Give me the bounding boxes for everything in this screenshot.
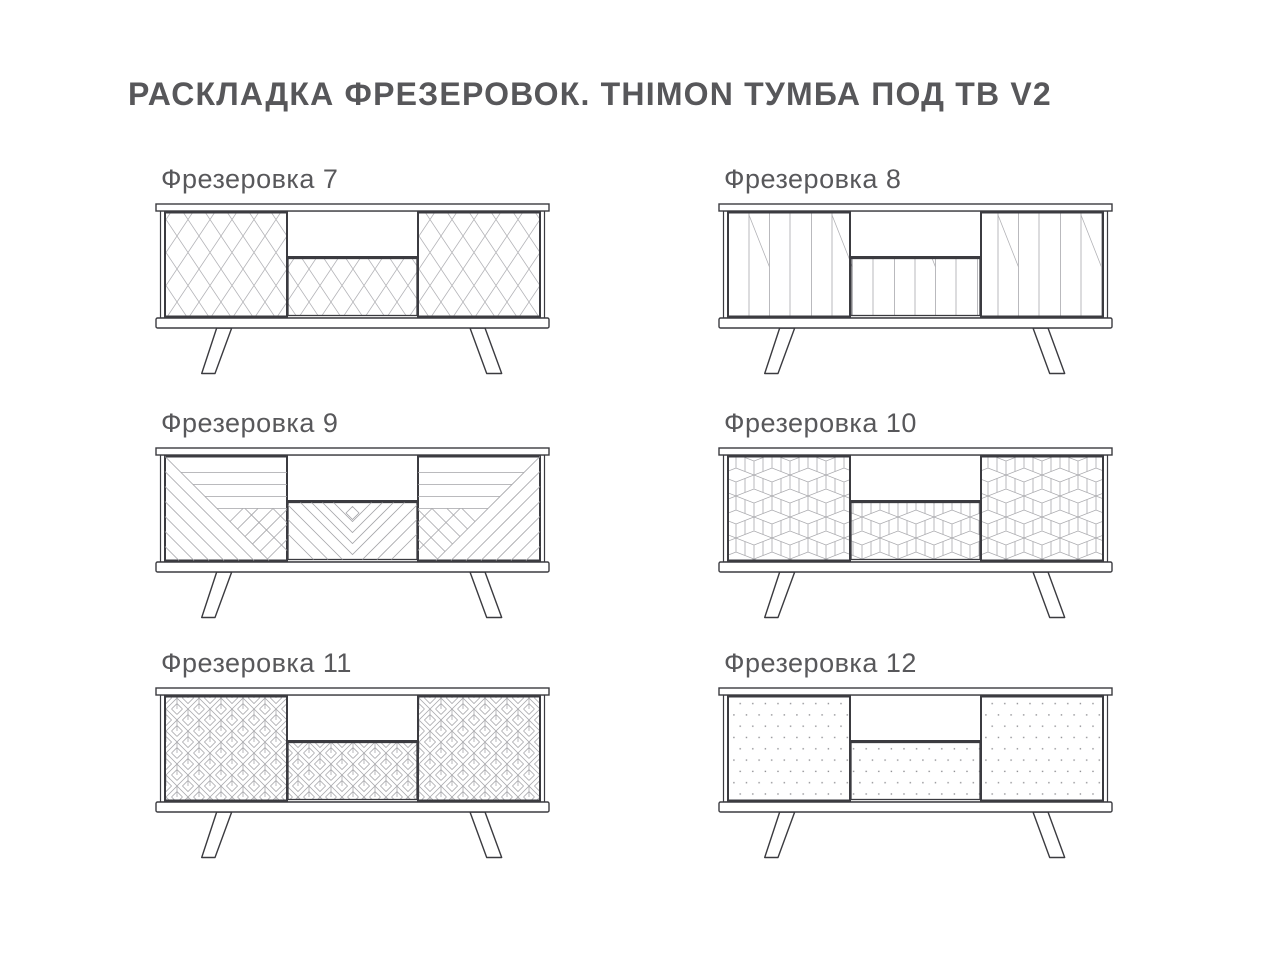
cabinet-drawing <box>155 447 550 619</box>
left-door <box>165 213 287 317</box>
cabinet-drawing <box>718 687 1113 859</box>
milling-variant-card <box>155 648 555 859</box>
bottom-board <box>156 802 549 812</box>
right-door <box>981 697 1103 801</box>
milling-variant-card <box>718 648 1118 859</box>
bottom-board <box>719 562 1112 572</box>
milling-variant-card <box>155 164 555 375</box>
leg-right <box>1033 812 1065 858</box>
milling-variant-card <box>718 164 1118 375</box>
bottom-board <box>156 562 549 572</box>
variant-label: Фрезеровка 12 <box>724 648 917 678</box>
top-board <box>719 204 1112 211</box>
right-door <box>418 213 540 317</box>
leg-left <box>202 812 232 858</box>
variant-label: Фрезеровка 10 <box>724 408 917 438</box>
left-door <box>728 213 850 317</box>
milling-variant-card <box>155 408 555 619</box>
cabinet-drawing <box>155 687 550 859</box>
leg-left <box>765 572 795 618</box>
top-board <box>156 688 549 695</box>
variant-label: Фрезеровка 11 <box>161 648 352 678</box>
cabinet-drawing <box>155 203 550 375</box>
drawer-front <box>851 259 980 316</box>
leg-left <box>765 328 795 374</box>
drawer-front <box>288 743 417 800</box>
bottom-board <box>719 802 1112 812</box>
cabinet-drawing <box>718 203 1113 375</box>
drawer-front <box>851 743 980 800</box>
drawer-front <box>851 503 980 560</box>
left-door <box>165 697 287 801</box>
bottom-board <box>156 318 549 328</box>
cabinet-drawing <box>718 447 1113 619</box>
right-door <box>981 457 1103 561</box>
top-board <box>719 688 1112 695</box>
leg-right <box>1033 572 1065 618</box>
top-board <box>156 204 549 211</box>
milling-variant-card <box>718 408 1118 619</box>
left-door <box>728 457 850 561</box>
variant-label: Фрезеровка 9 <box>161 408 339 438</box>
top-board <box>719 448 1112 455</box>
right-door <box>981 213 1103 317</box>
drawer-front <box>288 503 417 560</box>
variant-label: Фрезеровка 8 <box>724 164 902 194</box>
leg-right <box>1033 328 1065 374</box>
left-door <box>728 697 850 801</box>
leg-left <box>765 812 795 858</box>
variant-label: Фрезеровка 7 <box>161 164 339 194</box>
leg-left <box>202 328 232 374</box>
leg-left <box>202 572 232 618</box>
leg-right <box>470 328 502 374</box>
leg-right <box>470 572 502 618</box>
drawer-front <box>288 259 417 316</box>
top-board <box>156 448 549 455</box>
leg-right <box>470 812 502 858</box>
page-title: РАСКЛАДКА ФРЕЗЕРОВОК. THIMON ТУМБА ПОД ТВ V2 <box>128 76 1052 112</box>
right-door <box>418 697 540 801</box>
bottom-board <box>719 318 1112 328</box>
